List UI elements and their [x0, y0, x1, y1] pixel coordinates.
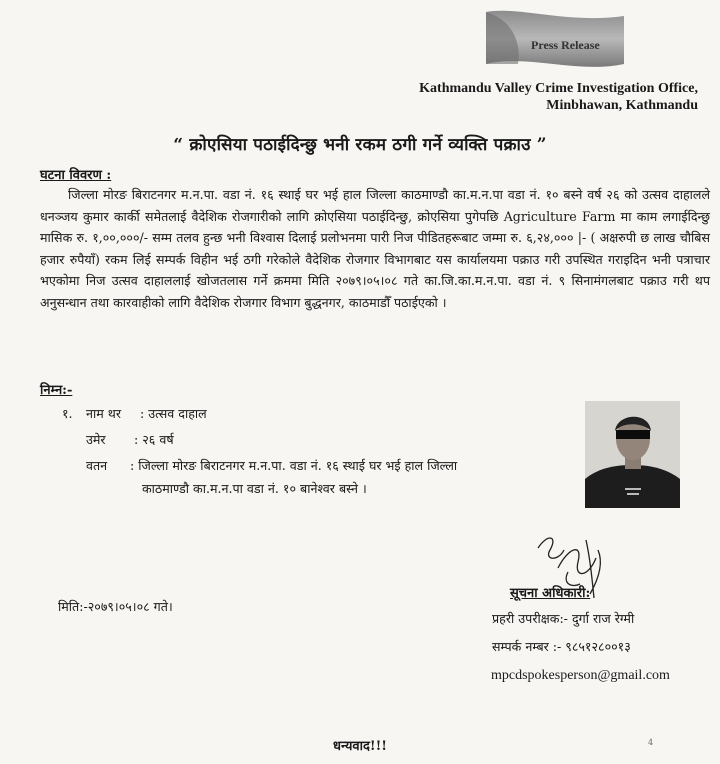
incident-body: जिल्ला मोरङ बिराटनगर म.न.पा. वडा नं. १६ स्थाई घर भई हाल जिल्ला काठमाण्डौ का.म.न.पा वडा नं. १० बस्ने वर्ष २६ को उत्सव दाहालले धनञ्जय कुमार कार्की समेतलाई वैदेशिक रोजगारीको लागि क्रोएसिया पठाईदिन्छु, क्रोएसिया पुगेपछि Agriculture Farm मा काम लगाईदिन्छु मासिक रु. १,००,०००/- सम्म तलव हुन्छ भनी विश्वास दिलाई प्रलोभनमा पारी निज पीडितहरूबाट जम्मा रु. ६,२४,००० |- ( अक्षरुपी छ लाख चौबिस हजार रुपैयाँ) रकम लिई सम्पर्क विहीन भई ठगी गरेकोले वैदेशिक रोजगार विभागबाट यस कार्यालयमा पक्राउ गरी उपस्थित गराइदिन भनी पत्राचार भएकोमा निज उत्सव दाहाललाई खोजतलास गर्ने क्रममा मिति २०७९।०५।०८ गते का.जि.का.म.न.पा. वडा नं. ९ सिनामंगलबाट पक्राउ गरी थप अनुसन्धान तथा कारवाहीको लागि वैदेशिक रोजगार विभाग बुद्धनगर, काठमाडौँ पठाईएको ।	[40, 187, 710, 310]
suspect-photo	[585, 401, 680, 508]
suspect-name: : उत्सव दाहाल	[140, 406, 207, 421]
suspect-address	[130, 454, 570, 500]
suspect-index: १.	[62, 406, 73, 421]
officer-rank: प्रहरी उपरीक्षक:- दुर्गा राज रेग्मी	[492, 611, 635, 626]
incident-label: घटना विवरण :	[40, 168, 112, 183]
officer-email: mpcdspokesperson@gmail.com	[491, 668, 670, 683]
office-address	[419, 80, 698, 114]
name-label: नाम थर	[86, 406, 121, 421]
suspect-age: : २६ वर्ष	[134, 432, 174, 447]
banner-label: Press Release	[531, 38, 600, 52]
closing-thanks: धन्यवाद!!!	[333, 739, 387, 754]
issue-date: मिति:-२०७९।०५।०८ गते।	[58, 599, 173, 614]
address-line-2: काठमाण्डौ का.म.न.पा वडा नं. १० बानेश्वर बस्ने ।	[142, 481, 367, 496]
suspects-label: निम्न:-	[40, 383, 73, 398]
office-location: Minbhawan, Kathmandu	[546, 98, 698, 113]
office-name: Kathmandu Valley Crime Investigation Office,	[419, 81, 698, 96]
address-line-1: : जिल्ला मोरङ बिराटनगर म.न.पा. वडा नं. १६ स्थाई घर भई हाल जिल्ला	[130, 458, 458, 473]
officer-contact: सम्पर्क नम्बर :- ९८५१२८००१३	[492, 639, 631, 654]
address-label: वतन	[86, 458, 108, 473]
headline: “ क्रोएसिया पठाईदिन्छु भनी रकम ठगी गर्ने व्यक्ति पक्राउ ”	[173, 135, 547, 155]
officer-title: सूचना अधिकारी:	[510, 586, 591, 601]
age-label: उमेर	[86, 432, 106, 447]
page-mark: 4	[648, 738, 654, 747]
